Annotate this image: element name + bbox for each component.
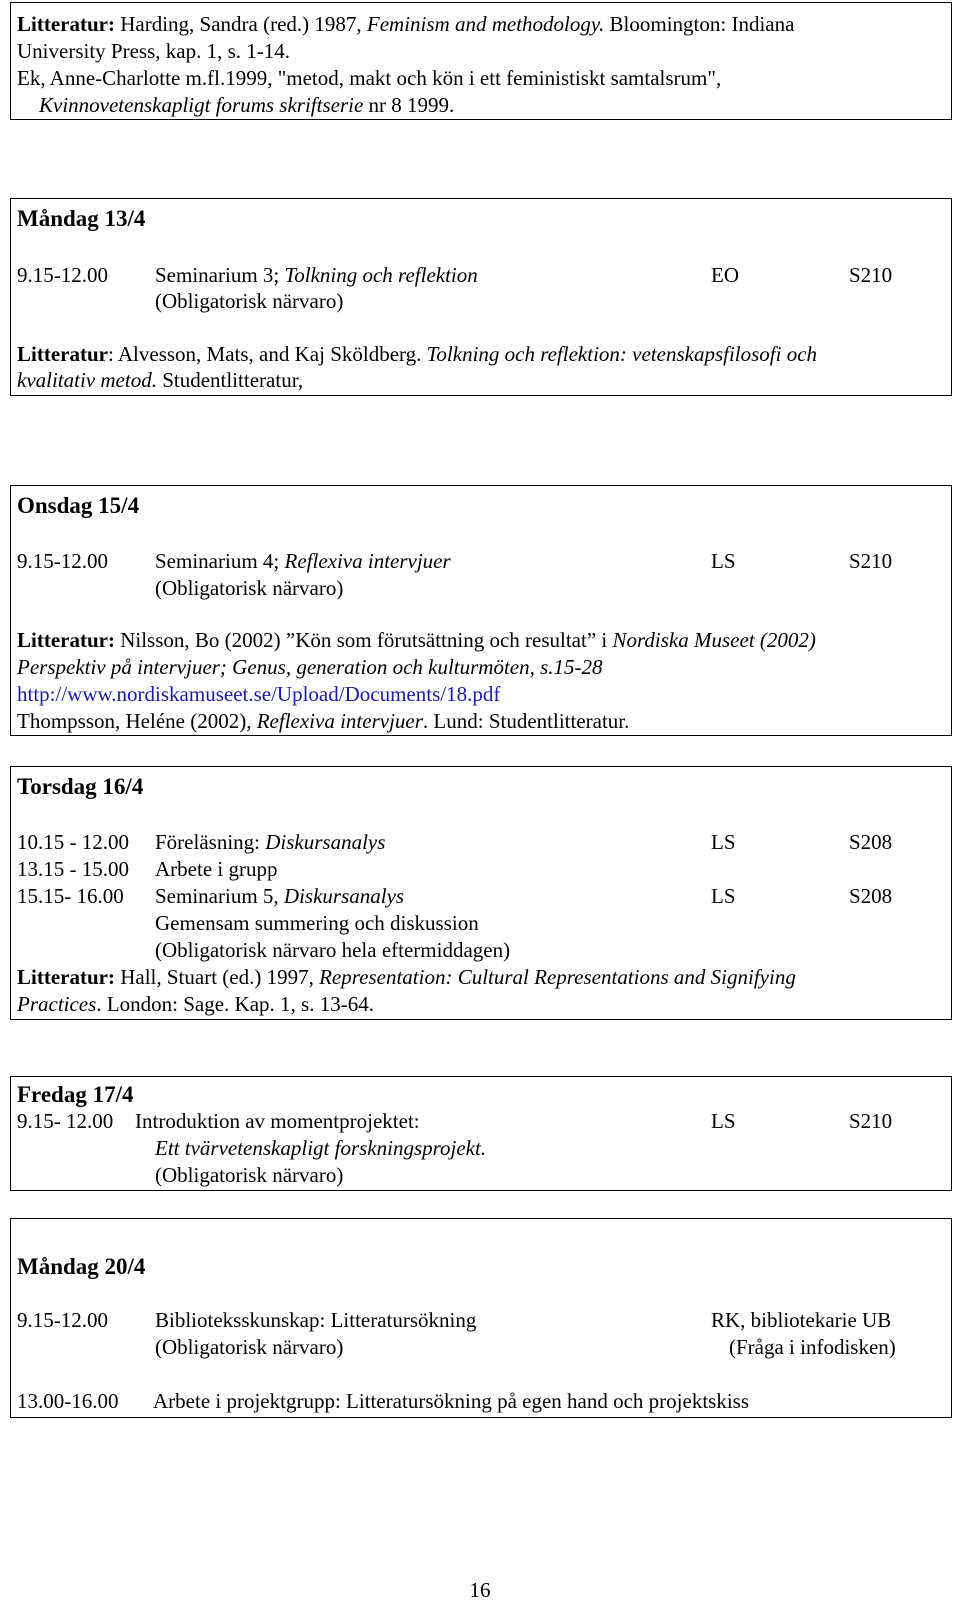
day-box-wednesday-15-4	[10, 485, 952, 736]
literature-line-1: Litteratur: Hall, Stuart (ed.) 1997, Representation: Cultural Representations and Signifying	[17, 965, 796, 989]
literature-line-2: Perspektiv på intervjuer; Genus, generation och kulturmöten, s.15-28	[17, 655, 603, 679]
day-heading: Måndag 20/4	[17, 1254, 146, 1279]
session-note: (Obligatorisk närvaro)	[155, 1163, 344, 1187]
session-note: (Obligatorisk närvaro)	[155, 576, 344, 600]
session-time: 10.15 - 12.00	[17, 830, 129, 854]
session-teacher: LS	[711, 884, 736, 908]
session-teacher: RK, bibliotekarie UB	[711, 1308, 892, 1332]
day-heading: Onsdag 15/4	[17, 493, 140, 518]
session-time: 9.15-12.00	[17, 263, 108, 287]
session-teacher: LS	[711, 830, 736, 854]
day-box-friday-17-4	[10, 1076, 952, 1191]
session-note-right: (Fråga i infodisken)	[729, 1335, 896, 1359]
session-note: (Obligatorisk närvaro)	[155, 1335, 344, 1359]
session-time: 13.00-16.00	[17, 1389, 119, 1413]
session-teacher: LS	[711, 549, 736, 573]
session-time: 9.15- 12.00	[17, 1109, 114, 1133]
session-title: Biblioteksskunskap: Litteratursökning	[155, 1308, 477, 1332]
literature-line-1: Litteratur: Harding, Sandra (red.) 1987, Feminism and methodology. Bloomington: Indiana	[17, 12, 795, 36]
session-note: (Obligatorisk närvaro hela eftermiddagen)	[155, 938, 511, 962]
page-number: 16	[469, 1578, 491, 1602]
day-heading: Torsdag 16/4	[17, 774, 144, 799]
day-heading: Fredag 17/4	[17, 1082, 134, 1107]
session-time: 15.15- 16.00	[17, 884, 124, 908]
session-title: Seminarium 4; Reflexiva intervjuer	[155, 549, 451, 573]
day-box-monday-13-4	[10, 198, 952, 396]
session-note: (Obligatorisk närvaro)	[155, 289, 344, 313]
session-title: Seminarium 3; Tolkning och reflektion	[155, 263, 478, 287]
literature-line-2: University Press, kap. 1, s. 1-14.	[17, 39, 290, 63]
session-room: S208	[849, 830, 893, 854]
session-title: Föreläsning: Diskursanalys	[155, 830, 386, 854]
literature-link[interactable]: http://www.nordiskamuseet.se/Upload/Documents/18.pdf	[17, 682, 501, 706]
literature-line-1: Litteratur: Nilsson, Bo (2002) ”Kön som förutsättning och resultat” i Nordiska Museet (2002)	[17, 628, 816, 652]
day-box-monday-20-4	[10, 1218, 952, 1418]
session-room: S210	[849, 549, 893, 573]
literature-line-2: kvalitativ metod. Studentlitteratur,	[17, 368, 304, 392]
literature-box-1	[10, 2, 952, 120]
literature-line-4: Kvinnovetenskapligt forums skriftserie nr 8 1999.	[39, 93, 455, 117]
session-time: 13.15 - 15.00	[17, 857, 129, 881]
session-room: S208	[849, 884, 893, 908]
session-teacher: EO	[711, 263, 739, 287]
session-title: Introduktion av momentprojektet:	[135, 1109, 420, 1133]
session-extra: Gemensam summering och diskussion	[155, 911, 479, 935]
session-room: S210	[849, 1109, 893, 1133]
day-box-thursday-16-4	[10, 766, 952, 1020]
day-heading: Måndag 13/4	[17, 206, 146, 231]
session-title: Arbete i projektgrupp: Litteratursökning på egen hand och projektskiss	[153, 1389, 750, 1413]
session-time: 9.15-12.00	[17, 1308, 108, 1332]
literature-line-2: Practices. London: Sage. Kap. 1, s. 13-64.	[17, 992, 374, 1016]
literature-line-1: Litteratur: Alvesson, Mats, and Kaj Sköldberg. Tolkning och reflektion: vetenskapsfilosofi och	[17, 342, 818, 366]
literature-line-4: Thompsson, Heléne (2002), Reflexiva intervjuer. Lund: Studentlitteratur.	[17, 709, 630, 733]
session-title: Seminarium 5, Diskursanalys	[155, 884, 405, 908]
session-title: Arbete i grupp	[155, 857, 278, 881]
session-subtitle: Ett tvärvetenskapligt forskningsprojekt.	[155, 1136, 487, 1160]
session-time: 9.15-12.00	[17, 549, 108, 573]
session-teacher: LS	[711, 1109, 736, 1133]
literature-line-3: Ek, Anne-Charlotte m.fl.1999, "metod, makt och kön i ett feministiskt samtalsrum",	[17, 66, 722, 90]
session-room: S210	[849, 263, 893, 287]
